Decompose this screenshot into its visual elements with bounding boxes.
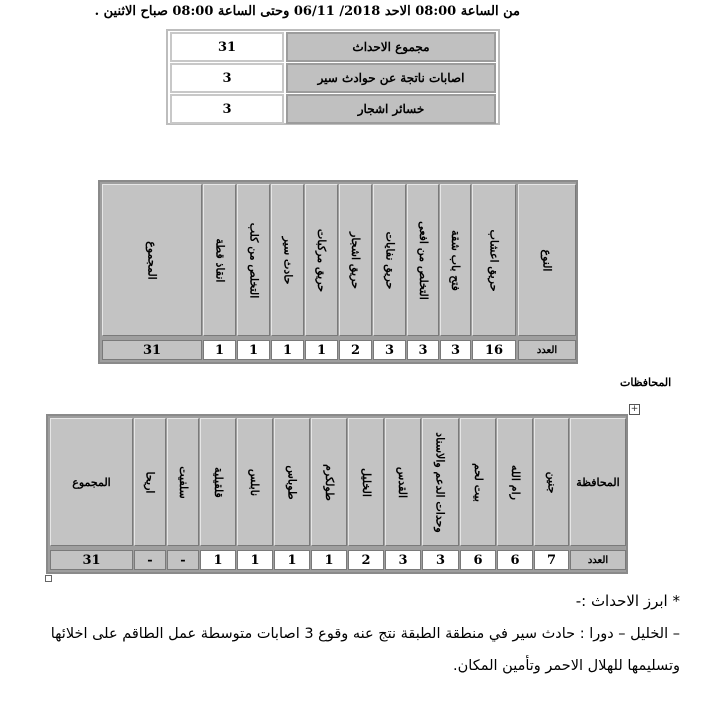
gov-column-name: رام الله bbox=[508, 464, 522, 500]
table-move-icon[interactable]: + bbox=[630, 404, 639, 414]
gov-column-header bbox=[497, 418, 533, 546]
gov-count-value: 1 bbox=[311, 550, 347, 570]
gov-count-value: 3 bbox=[385, 550, 421, 570]
summary-label: اصابات ناتجة عن حوادث سير bbox=[286, 63, 496, 93]
types-count-value: 3 bbox=[407, 340, 439, 360]
report-period: من الساعة 08:00 الاحد 2018/ 06/11 وحتى الساعة 08:00 صباح الاثنين . bbox=[94, 4, 520, 19]
summary-label: مجموع الاحداث bbox=[286, 32, 496, 62]
gov-count-value: - bbox=[134, 550, 166, 570]
gov-column-header bbox=[422, 418, 459, 546]
types-column-name: حريق اعشاب bbox=[487, 228, 501, 292]
types-column-name: فتح باب شقة bbox=[449, 229, 463, 291]
gov-total-label: المجموع bbox=[72, 475, 111, 489]
types-column-name: حريق مركبات bbox=[315, 228, 329, 292]
summary-value: 3 bbox=[170, 94, 284, 124]
types-total-header bbox=[102, 184, 202, 336]
event-types-table bbox=[98, 180, 578, 364]
types-header-label: النوع bbox=[540, 249, 554, 271]
gov-column-name: قلقيلية bbox=[211, 466, 225, 498]
types-count-value: 3 bbox=[440, 340, 471, 360]
types-column-header bbox=[440, 184, 471, 336]
types-total-label: المجموع bbox=[145, 240, 159, 280]
gov-column-header bbox=[200, 418, 236, 546]
gov-total-header bbox=[50, 418, 133, 546]
types-count-value: 2 bbox=[339, 340, 372, 360]
gov-column-header bbox=[348, 418, 384, 546]
gov-column-header bbox=[274, 418, 310, 546]
gov-count-value: 6 bbox=[497, 550, 533, 570]
types-count-value: 1 bbox=[305, 340, 338, 360]
gov-header-label: المحافظة bbox=[576, 475, 620, 489]
gov-count-value: - bbox=[167, 550, 199, 570]
types-column-header bbox=[373, 184, 406, 336]
types-count-value: 1 bbox=[203, 340, 236, 360]
summary-value: 31 bbox=[170, 32, 284, 62]
gov-header-label-cell bbox=[570, 418, 626, 546]
types-count-label: العدد bbox=[518, 340, 576, 360]
types-column-header bbox=[407, 184, 439, 336]
types-column-header bbox=[472, 184, 516, 336]
gov-count-label: العدد bbox=[570, 550, 626, 570]
highlights-title: * ابرز الاحداث :- bbox=[575, 592, 680, 610]
gov-column-header bbox=[134, 418, 166, 546]
types-column-name: التخلص من كلب bbox=[247, 222, 260, 298]
types-column-name: انقاذ قطة bbox=[213, 238, 227, 282]
types-column-header bbox=[237, 184, 270, 336]
gov-column-header bbox=[460, 418, 496, 546]
gov-count-value: 1 bbox=[237, 550, 273, 570]
types-header-label-cell bbox=[518, 184, 576, 336]
types-column-header bbox=[271, 184, 304, 336]
gov-column-name: بيت لحم bbox=[471, 462, 485, 502]
gov-count-value: 3 bbox=[422, 550, 459, 570]
governorates-table bbox=[46, 414, 628, 574]
gov-column-name: سلفيت bbox=[176, 465, 190, 499]
types-count-value: 1 bbox=[271, 340, 304, 360]
types-column-name: حادث سير bbox=[281, 236, 294, 284]
gov-count-value: 2 bbox=[348, 550, 384, 570]
types-column-name: التخلص من افعى bbox=[416, 220, 430, 300]
gov-count-value: 7 bbox=[534, 550, 569, 570]
gov-column-name: الخليل bbox=[359, 467, 373, 497]
table-resize-handle[interactable] bbox=[45, 575, 52, 582]
types-count-value: 3 bbox=[373, 340, 406, 360]
summary-table bbox=[166, 29, 500, 125]
gov-column-name: جنين bbox=[545, 471, 558, 493]
types-column-header bbox=[203, 184, 236, 336]
gov-column-name: نابلس bbox=[248, 468, 262, 496]
gov-column-header bbox=[385, 418, 421, 546]
gov-count-value: 6 bbox=[460, 550, 496, 570]
summary-label: خسائر اشجار bbox=[286, 94, 496, 124]
types-column-header bbox=[339, 184, 372, 336]
gov-column-name: القدس bbox=[396, 466, 410, 498]
summary-row bbox=[168, 32, 498, 62]
governorates-title: المحافظات bbox=[620, 376, 672, 389]
types-column-name: حريق اشجار bbox=[349, 231, 363, 289]
summary-value: 3 bbox=[170, 63, 284, 93]
gov-column-name: طوباس bbox=[285, 464, 299, 500]
highlights-line-2: وتسليمها للهلال الاحمر وتأمين المكان. bbox=[453, 658, 680, 674]
gov-count-value: 1 bbox=[274, 550, 310, 570]
types-column-header bbox=[305, 184, 338, 336]
summary-row bbox=[168, 94, 498, 124]
gov-column-header bbox=[237, 418, 273, 546]
highlights-line-1: – الخليل – دورا : حادث سير في منطقة الطبقة نتج عنه وقوع 3 اصابات متوسطة عمل الطاقم على اخلائها bbox=[50, 626, 680, 642]
gov-column-name: اريحا bbox=[143, 471, 157, 493]
types-count-value: 16 bbox=[472, 340, 516, 360]
gov-column-header bbox=[167, 418, 199, 546]
types-count-value: 1 bbox=[237, 340, 270, 360]
gov-column-name: وحدات الدعم والاسناد bbox=[434, 431, 448, 533]
gov-count-value: 1 bbox=[200, 550, 236, 570]
summary-row bbox=[168, 63, 498, 93]
types-column-name: حريق نفايات bbox=[383, 231, 396, 289]
types-total-value: 31 bbox=[102, 340, 202, 360]
gov-column-header bbox=[534, 418, 569, 546]
gov-column-name: طولكرم bbox=[322, 463, 336, 501]
gov-column-header bbox=[311, 418, 347, 546]
gov-total-value: 31 bbox=[50, 550, 133, 570]
